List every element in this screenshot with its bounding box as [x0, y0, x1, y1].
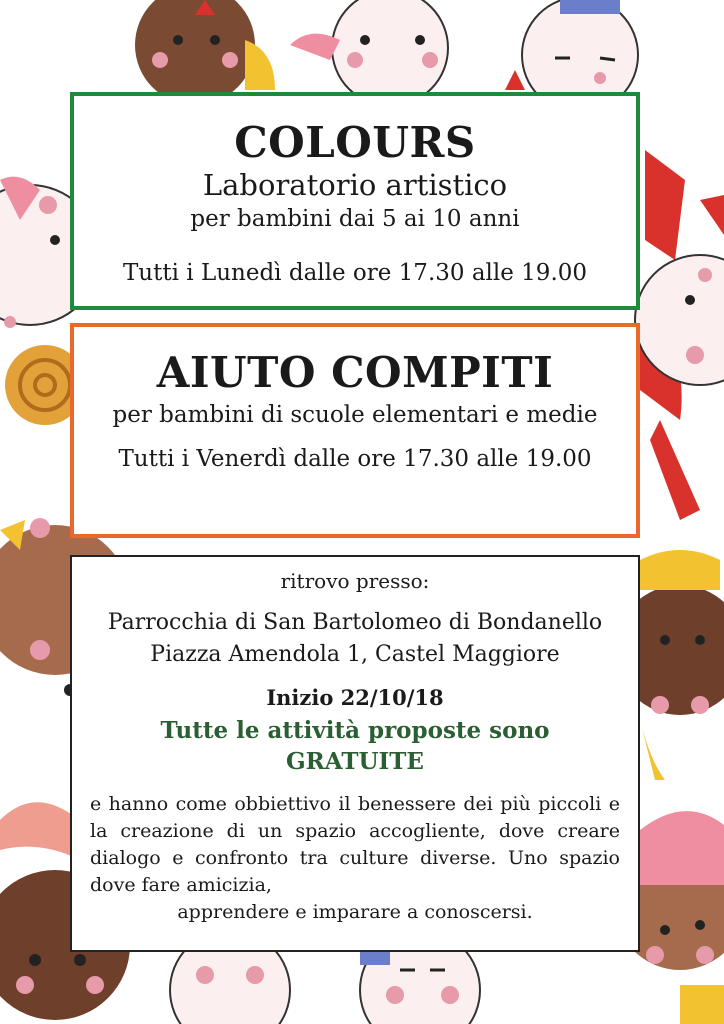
- venue-name: Parrocchia di San Bartolomeo di Bondanello: [107, 610, 603, 635]
- child-head-top-left: [135, 0, 255, 105]
- compiti-audience: per bambini di scuole elementari e medie: [112, 402, 598, 428]
- colours-audience: per bambini dai 5 ai 10 anni: [190, 206, 520, 232]
- free-line-2: GRATUITE: [286, 748, 424, 775]
- info-box: [70, 555, 640, 952]
- meeting-label: ritrovo presso:: [280, 569, 430, 593]
- compiti-schedule: Tutti i Venerdì dalle ore 17.30 alle 19.00: [118, 446, 592, 472]
- aiuto-compiti-box: [70, 323, 640, 538]
- free-line-1: Tutte le attività proposte sono: [160, 717, 550, 744]
- yellow-hair-left: [245, 40, 275, 90]
- free-activities-notice: [72, 715, 638, 777]
- colours-title: COLOURS: [234, 118, 476, 167]
- street-address: Piazza Amendola 1, Castel Maggiore: [150, 642, 560, 667]
- description-text: e hanno come obbiettivo il benessere dei più piccoli e la creazione di un spazio accogliente, dove creare dialogo e confronto tra culture diverse. Uno spazio dove fare amicizia,: [90, 793, 620, 896]
- start-date: Inizio 22/10/18: [266, 685, 444, 710]
- description-last-line: apprendere e imparare a conoscersi.: [177, 901, 533, 923]
- colours-box: [70, 92, 640, 310]
- child-head-top-middle: [290, 0, 448, 106]
- description-paragraph: [72, 791, 638, 926]
- colours-schedule: Tutti i Lunedì dalle ore 17.30 alle 19.00: [122, 260, 588, 286]
- colours-subtitle: Laboratorio artistico: [202, 168, 508, 202]
- compiti-title: AIUTO COMPITI: [156, 348, 554, 397]
- venue-address: [72, 607, 638, 671]
